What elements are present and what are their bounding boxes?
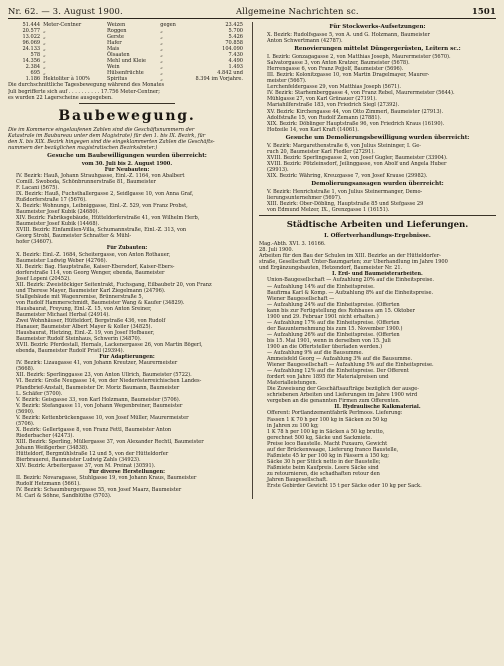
- grain-note-line: Die durchschnittliche Tagesbewegung während des Monates: [8, 82, 165, 89]
- offer-entry: schriebenen Arbeiten und Lieferungen im Jahre 1900 wird: [267, 392, 418, 399]
- section-heading: Für Zubauten:: [106, 245, 148, 252]
- permit-entry: meister (5667).: [267, 78, 307, 85]
- grain-cell: 5.426: [228, 34, 243, 41]
- grain-cell: Hülsenfrüchte: [107, 70, 144, 77]
- permit-entry: XII. Bezirk: Zweistöckiger Seitentrakt, Fuchsgang, Eilbaubetr 20, von Franz: [16, 281, 212, 288]
- offer-entry: Säcke 30 h per Stück netto in der Baustelle;: [267, 458, 381, 465]
- permit-entry: Mühlgasse 27, von Karl Grünauer (27191).: [267, 96, 377, 103]
- permit-entry: XIV. Bezirk: Fabriksgebäude, Hütteldorferstraße 41, von Wilhelm Herb,: [16, 215, 200, 222]
- grain-cell: 8.394 im Vorjahre.: [195, 76, 243, 83]
- grain-cell: Hafer: [107, 40, 122, 47]
- offer-entry: der Bauunternehmung bis zum 15. November 1900.): [267, 325, 403, 332]
- offer-entry: Wiener Baugesellschaft — Aufzahlung 5% auf die Einheitspreise.: [267, 362, 434, 369]
- permit-entry: XIX. Bezirk: Döblinger Hauptstraße 96, von Friedrich Kraus (16190).: [267, 120, 445, 127]
- grain-cell: Gerste: [107, 34, 125, 41]
- grain-cell: Mais: [107, 46, 120, 53]
- offer-entry: — Aufzahlung 14% auf die Einheitspreise.: [267, 283, 375, 290]
- demolition-request-list: [259, 143, 496, 179]
- page-header: [8, 6, 496, 19]
- permit-entry: V. Bezirk: Stefangasse 11, von Johann Wegenbreiner, Baumeister: [16, 402, 183, 409]
- grain-cell: 104.090: [222, 46, 243, 53]
- grain-cell: 695: [30, 70, 41, 77]
- permit-entry: Baumeister Ludwig Weber (42766).: [16, 257, 108, 264]
- permit-entry: X. Bezirk: Einl.-Z. 1684, Scheitergasse, von Anton Rothauer,: [16, 251, 171, 258]
- grain-cell: 4.842 und: [217, 70, 243, 77]
- permit-entry: V. Bezirk: Kettenbrückengasse 10, von Josef Müller, Maurermeister: [16, 414, 189, 421]
- offer-entry: Wiener Baugesellschaft —: [267, 295, 335, 302]
- permit-entry: hofer (34607).: [16, 239, 53, 246]
- permit-entry: M. Carl & Söhne, Sandblüthe (5703).: [16, 493, 112, 500]
- grain-note: [8, 82, 246, 100]
- page-number: 1501: [471, 6, 496, 16]
- permit-entry: Baumeister Josef Kubik (14468).: [16, 221, 100, 228]
- renovation-list: [259, 54, 496, 133]
- grain-cell: Weizen: [107, 22, 126, 28]
- left-column: [8, 22, 246, 499]
- grain-cell: Wein: [107, 64, 120, 71]
- grain-cell: gegen: [160, 22, 176, 28]
- grain-cell: „: [160, 40, 163, 47]
- renovation-heading: Renovierungen mittelst Düngergerüsten, Leitern sc.:: [294, 46, 461, 53]
- grain-cell: 1.186: [25, 76, 41, 83]
- grain-cell: „: [160, 64, 163, 71]
- demolition-request-heading: Gesuche um Demolierungsbewilligung wurden überreicht:: [285, 134, 470, 141]
- permit-entry: XIX. Bezirk: Währing, Kreuzgasse 7, von Josef Krause (29982).: [267, 172, 428, 179]
- permit-entry: von Edmund Melzer, IX., Grenzgasse 1 (16151).: [267, 207, 390, 214]
- offert-body: [259, 253, 496, 271]
- permit-entry: V. Bezirk: Geisgasse 33, von Karl Holzmann, Baumeister (5706).: [16, 396, 181, 403]
- section-heading: Für Neubauten:: [104, 166, 150, 173]
- permit-entry: IV. Bezirk: Hauß, Johann Strauhgasse, Einl.-Z. 1164, von Abalbert: [16, 172, 185, 179]
- permit-entry: ruch 20, Baumeister Karl Fiedler (27291).: [267, 148, 375, 155]
- permit-entry: XVIII. Bezirk: Pötzleinsdorf, Jeilinggasse, von Abolf und Angela Huber: [267, 160, 447, 167]
- permit-entry: XVIII. Bezirk: Sperlingsgasse 2, von Josef Gugler, Baumeister (33904).: [267, 154, 448, 161]
- permit-entry: Rußdorferstraße 17 (5676).: [16, 197, 87, 204]
- offer-entry: bis 15. Mai 1901, wenn in derselben von 15. Juli: [267, 337, 391, 344]
- grain-cell: „: [43, 46, 46, 53]
- permit-entry: Stallgebäude mit Wagenremise, Brünnerstraße 5,: [16, 293, 144, 300]
- grain-cell: Spiritus: [107, 76, 128, 83]
- offer-entry: Union-Baugesellschaft — Aufzahlung 20% auf die Einheitspreise.: [267, 277, 434, 284]
- grain-cell: „: [160, 76, 163, 83]
- offer-entry: vergeben an die genannten Firmen zum Offerenten.: [267, 398, 401, 405]
- offer-entry: 1 K 78 h per 100 kg in Säcken à 50 kg brutto,: [267, 428, 385, 435]
- demolition-notice-list: [259, 189, 496, 213]
- grain-cell: 5.700: [228, 28, 243, 35]
- grain-cell: „: [160, 58, 163, 65]
- permit-entry: VI. Bezirk: Große Neugasse 14, von der Niederösterreichischen Landes-: [16, 378, 202, 385]
- grain-cell: 578: [30, 52, 41, 59]
- grain-cell: „: [43, 52, 46, 59]
- permit-entry: III. Bezirk: Kolonitzgasse 10, von Martin Dragelmayer, Maurer-: [267, 72, 430, 79]
- grain-cell: „: [160, 46, 163, 53]
- permit-entry: (5690).: [16, 408, 35, 415]
- offer-entry: gerechnet 500 kg, Säcke und Sackmiete.: [267, 434, 372, 441]
- offer-entry: 1900 an die Offertsteller überladen werden.): [267, 343, 383, 350]
- grain-cell: 51.444: [22, 22, 41, 28]
- permit-entry: XIII. Bezirk: Ober-Döbling, Hauptstraße 85 und Stefgasse 29: [267, 201, 424, 208]
- permit-entry: Herrengasse 6, von Franz Pojjolf, Baumeister (5696).: [267, 66, 404, 73]
- permit-entry: IV. Bezirk: Starhemberggasse 4, von Franz Rebel, Maurermeister (5644).: [267, 90, 455, 97]
- intro-line: den X. bis XIX. Bezirk hingegen sind die eingeklammerten Zahlen die Geschäfts-: [8, 138, 215, 145]
- permit-entry: I. Bezirk: Gonzagagasse 2, von Matthias Joseph, Maurermeister (5670).: [267, 54, 451, 61]
- permit-entry: Hofzeile 14, von Karl Kraft (14061).: [267, 126, 359, 133]
- permit-entry: Mariahilferstraße 183, von Friedrich Siegl (27392).: [267, 102, 400, 109]
- offert-date: 28. Juli 1900.: [259, 247, 294, 254]
- grain-cell: „: [43, 28, 46, 35]
- offer-entry: — Aufzahlung 26% auf die Einheitspreise. (Offerten: [267, 331, 400, 338]
- grain-cell: „: [160, 34, 163, 41]
- baubewegung-intro: [8, 127, 246, 151]
- left-sections: [8, 167, 246, 500]
- permit-entry: ebenda, Baumeister Rudolf Pristl (29394).: [16, 348, 125, 355]
- offer-entry: — Aufzahlung 17% auf die Einheitspreise. (Offerten: [267, 319, 400, 326]
- offer-entry: Offerent: Portlandzementfabrik Perlmoos. Lieferung:: [267, 410, 403, 417]
- permit-entry: XVII. Bezirk: Pferdestall, Hernals, Lackenergasse 26, von Martin Bögerl,: [16, 342, 203, 349]
- permit-entry: V. Bezirk: Henrichstraße 1, von Julius Steinermanger, Demo-: [267, 188, 423, 195]
- columns: [8, 22, 496, 499]
- offert-reference: Mag.-Abth. XVI. 3. 16166.: [259, 241, 326, 248]
- permit-entry: IX. Bezirk: Hauß, Fuchsthallergasse 2, Seidlgasse 10, von Anna Graf,: [16, 191, 194, 198]
- offer-entry: in Jahren zu 100 kg;: [267, 422, 319, 429]
- permit-entry: Baumeister Michael Herbal (24914).: [16, 311, 110, 318]
- offer-entry: auf der Brückenwaage, Lieferung franco Baustelle,: [267, 446, 399, 453]
- permit-entry: IV. Bezirk: Schaumburgergasse 55, von Josef Maarz, Baumeister: [16, 487, 182, 494]
- grain-cell: „: [160, 28, 163, 35]
- permit-entry: und Therese Mayer, Baumeister Karl Ziegelmann (24796).: [16, 287, 166, 294]
- offer-entry: — Aufzahlung 24% auf die Einheitspreise. (Offerten: [267, 301, 400, 308]
- offert-subtitle: I. Offertverhandlungs-Ergebnisse.: [324, 233, 431, 240]
- permit-entry: X. Bezirk: Gellertgasse 8, von Franz Fettl, Baumeister Anton: [16, 426, 172, 433]
- hydraulic-list: [259, 410, 496, 489]
- permit-entry: Hausbaurat, Freyung, Einl.-Z. 15, von Anton Sreiner,: [16, 305, 152, 312]
- permit-entry: X. Bezirk: Rudolfsgasse 5, von A. und G. Holzmann, Baumeister: [267, 32, 430, 38]
- grain-cell: 96.069: [22, 40, 41, 47]
- grain-cell: Hektoliter à 100%: [43, 76, 90, 83]
- offer-entry: kann bis zur Fertigstellung des Rohbaues am 15. Oktober: [267, 307, 415, 314]
- permit-entry: Salvatorgasse 3, von Anton Kratzer, Baumeister (5678).: [267, 60, 410, 67]
- right-column: [252, 22, 496, 499]
- permit-entry: XI. Bezirk: Bag. Hauptstraße, Kaiser-Ebersdorf, Kaiser-Ebers-: [16, 263, 175, 270]
- grain-cell: „: [43, 34, 46, 41]
- offer-entry: Ammeisfeld Georg — Aufzahlung 3% auf die Bausumme.: [267, 356, 413, 363]
- permit-entry: Rudolf Hetzmann (5661).: [16, 481, 81, 488]
- permit-entry: Johann Weißgerber (34838).: [16, 445, 89, 451]
- grain-cell: „: [43, 64, 46, 71]
- intro-line: Katastrale im Baubureau unter dem Magistrate) für den 1. bis IX. Bezirk, für: [8, 132, 206, 139]
- grain-note-line: Juli begrifferte sich auf . . . . . . . . . . 17.756 Meter-Centner;: [8, 88, 160, 95]
- permit-entry: X. Bezirk: Wohnungs, Leibniggasse, Einl.-Z. 529, von Franz Probst,: [16, 203, 188, 210]
- intro-line: Die im Kommerce eingelaufenen Zahlen sind die Geschäftsnummern der: [8, 126, 195, 133]
- grain-cell: Ölsaaten: [107, 52, 130, 59]
- grain-cell: 70.858: [225, 40, 243, 47]
- permit-entry: XII. Bezirk: Sperlinggasse 23, von Anton Ullrich, Baumeister (5722).: [16, 372, 192, 379]
- offer-entry: 1900 und 29. Februar 1901 nicht erhalten.): [267, 313, 379, 320]
- permit-entry: Hütteldorf, Bergmühlstraße 12 und 5, von der Hütteldorfer: [16, 451, 169, 458]
- permit-entry: Hanauer, Baumeister Albert Mayer & Koller (34825).: [16, 324, 153, 331]
- divider: [79, 103, 174, 104]
- permit-entry: IV. Bezirk: Lizaugasse 41, von Johann Kreutzer, Maurermeister: [16, 360, 178, 367]
- permit-entry: F. Lacani (5675).: [16, 184, 59, 191]
- permit-entry: Riederbacher (42473).: [16, 432, 74, 439]
- permit-entry: L. Schäfer (5700).: [16, 390, 63, 397]
- section-heading: Für Adaptierungen:: [99, 354, 155, 361]
- permit-entry: XIII. Bezirk: Sperling, Müllergasse 37, von Alexander Rechtl, Baumeister: [16, 438, 204, 445]
- grain-cell: „: [43, 58, 46, 65]
- permit-entry: Comill. Swoboda, Schönbrunnerstraße 81, Baumeister: [16, 178, 156, 185]
- baubewegung-title: Baubewegung.: [58, 107, 196, 124]
- grain-cell: 20.577: [22, 28, 41, 35]
- grain-cell: 1.493: [228, 64, 243, 71]
- offer-entry: zu retournieren, die schadhaften retour den: [267, 470, 380, 477]
- grain-cell: 2.384: [25, 64, 41, 71]
- permit-entry: (29913).: [267, 166, 289, 173]
- offer-entry: Faßmiete 45 kr per 100 kg in Fässern à 150 kg;: [267, 452, 389, 459]
- grain-cell: Meter-Centner: [43, 22, 82, 28]
- issue-label: Nr. 62. — 3. August 1900.: [8, 6, 123, 16]
- offer-entry: Faßmiete beim Kaufpreis. Leere Säcke sind: [267, 464, 379, 471]
- grain-cell: Mehl und Kleie: [107, 58, 146, 65]
- earthwork-heading: I. Erd- und Baumeisterarbeiten.: [332, 271, 423, 278]
- offert-body-line: Arbeiten für den Bau der Schulen im XIII. Bezirke an der Hütteldorfer-: [259, 253, 441, 260]
- earthwork-list: [259, 277, 496, 404]
- divider: [259, 215, 496, 216]
- offert-body-line: und Ergänzungsbauten, Hetzendorf, Baumeister Nr. 21.: [259, 265, 403, 272]
- permit-entry: Zwei Wohnhäuser, Hütteldorf, Bergstraße 436, von Rudolf: [16, 318, 166, 325]
- grain-cell: Roggen: [107, 28, 127, 35]
- offer-entry: Erste Gebirder Gewicht 15 t per Säcke oder 10 kg per Sack.: [267, 483, 422, 490]
- offer-entry: fordert von Jahre 1895 für Materialpreisen und: [267, 374, 389, 381]
- demolition-notice-heading: Demolierungsansagen wurden überreicht:: [311, 180, 444, 187]
- section-heading: Für diverse Herstellungen:: [88, 469, 166, 476]
- permit-entry: Lerchenfeldergasse 29, von Matthias Joseph (5671).: [267, 84, 401, 91]
- permit-entry: Pfandbrief-Anstalt, Baumeister Dr. Moriz Baumann, Baumeister: [16, 384, 180, 391]
- offer-entry: — Aufzahlung 12% auf die Einheitspreise. Der Offerent: [267, 368, 409, 375]
- request-title: Gesuche um Baubewilligungen wurden überreicht:: [47, 152, 207, 159]
- permit-entry: Bierbrauerei, Baumeister Ludwig Zahls (34923).: [16, 457, 141, 464]
- hydraulic-heading: II. Hydraulische Kalkmaterial.: [334, 404, 421, 411]
- permit-entry: Georg Strobl, Baumeister Schnatter & Mühl-: [16, 233, 132, 240]
- permit-entry: (5706).: [16, 420, 35, 427]
- permit-entry: Adolfstraße 15, von Rudolf Zemann (27881).: [267, 114, 382, 121]
- permit-entry: lierungsunternehmer (5697).: [267, 195, 342, 202]
- grain-cell: 4.490: [228, 58, 243, 65]
- grain-cell: 13.022: [22, 34, 41, 41]
- permit-entry: Josef Lopeni (20452).: [16, 275, 71, 282]
- intro-line: nummern der bezüglichen magistratischen Bezirksämter.): [8, 144, 158, 151]
- grain-cell: „: [160, 52, 163, 59]
- permit-entry: XIV. Bezirk: Arbeitergasse 37, von M. Preinat (30591).: [16, 463, 156, 470]
- offer-entry: Jahren Baugesellschaft.: [267, 477, 328, 483]
- offer-entry: Baufirma Karl & Komp. — Aufzahlung 8% auf die Einheitspreise.: [267, 289, 434, 296]
- offer-entry: Fassen 1 K 70 h per 100 kg in Säcken zu 50 kg: [267, 416, 388, 423]
- permit-entry: XV. Bezirk: Kirchengasse 44, von Otto Zimmerl, Baumeister (27913).: [267, 108, 444, 115]
- permit-entry: Anton Schwertmann (42787).: [267, 38, 343, 45]
- staedtische-title: Städtische Arbeiten und Lieferungen.: [286, 220, 469, 231]
- grain-cell: 24.133: [22, 46, 41, 53]
- permit-entry: (5668).: [16, 366, 35, 373]
- permit-entry: XVIII. Bezirk: Einfamilien-Villa, Schumannstraße, Einl.-Z. 313, von: [16, 227, 187, 234]
- grain-cell: 14.356: [22, 58, 41, 65]
- offer-entry: Preise loco Baustelle. Macht Fuxauro, Gewicht: [267, 440, 388, 447]
- grain-cell: 7.430: [228, 52, 243, 59]
- request-range: vom 30. Juli bis 2. August 1900.: [81, 160, 173, 167]
- permit-entry: von Rudolf Hammerschmidt, Baumeister Wang & Kaufer (34829).: [16, 299, 185, 306]
- permit-entry: V. Bezirk: Margarethenstraße 6, von Julius Steininger, I. Ge-: [267, 142, 421, 149]
- grain-cell: „: [160, 70, 163, 77]
- stockwerk-heading: Für Stockwerks-Aufsetzungen:: [329, 24, 426, 30]
- grain-cell: 23.425: [225, 22, 243, 28]
- grain-cell: „: [43, 70, 46, 77]
- grain-cell: „: [43, 40, 46, 47]
- offer-entry: Die Zuweisung der Geschäftsaufträge bezüglich der ausge-: [267, 386, 419, 393]
- grain-note-line: es wurden 22 Lagerscheine ausgegeben.: [8, 94, 113, 101]
- offer-entry: Materialleistungen.: [267, 380, 318, 387]
- stockwerk-list: [259, 32, 496, 44]
- permit-entry: dorferstraße 114, von Georg Wenger, ebenda, Baumeister: [16, 269, 165, 276]
- journal-title: Allgemeine Nachrichten sc.: [236, 6, 359, 16]
- permit-entry: Hausbaurat, Hietzing, Einl.-Z. 19, von Josef Hofbauer,: [16, 330, 155, 337]
- permit-entry: Baumeister Rudolf Steinhaus, Schwerin (34870).: [16, 336, 142, 343]
- offert-body-line: straße, Gesellschaft Unter-Baumgarten; zur Überhandlung im Jahre 1900: [259, 259, 448, 266]
- permit-entry: Baumeister Josef Kubik (24680).: [16, 209, 100, 216]
- permit-entry: II. Bezirk: Novaragasse, Stuhlgasse 19, von Johann Kraus, Baumeister: [16, 475, 197, 482]
- offer-entry: — Aufzahlung 9% auf die Bausumme.: [267, 350, 364, 357]
- grain-table: [8, 22, 246, 82]
